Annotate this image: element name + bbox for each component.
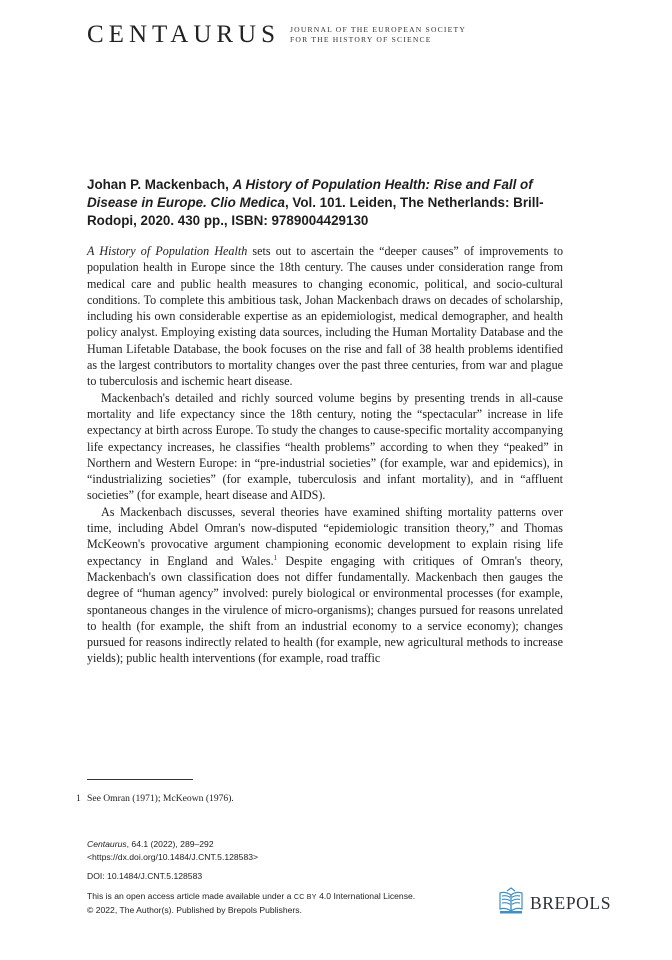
license-cc: CC BY: [293, 893, 317, 901]
footnote-divider: [87, 779, 193, 780]
footnote-number: 1: [76, 793, 81, 804]
journal-name: Centaurus: [87, 839, 127, 849]
review-book-details: , Vol. 101. Leiden, The Netherlands: Brill-Rodopi, 2020. 430 pp., ISBN: 9789004429130: [87, 195, 544, 228]
book-title-ref: A History of Population Health: [87, 244, 248, 258]
journal-subtitle: [290, 25, 466, 45]
article-metadata: [87, 838, 507, 917]
paragraph-3-text-b: Despite engaging with critiques of Omran's theory, Mackenbach's own classification does not differ fundamentally. Mackenbach then gauges the degree of “human agency” involved: purely biological or environmental processes (for example, spontaneous changes in the virulence of micro-organisms); changes pursued for reasons unrelated to health (for example, the shift from an industrial economy to a service economy); changes pursued for reasons indirectly related to health (for example, new agricultural methods to increase yields); public health interventions (for example, road traffic: [87, 553, 563, 666]
journal-masthead: [87, 22, 567, 50]
citation-details: , 64.1 (2022), 289–292: [126, 839, 214, 849]
paragraph-1: [87, 243, 563, 390]
paragraph-1-text: sets out to ascertain the “deeper causes” of improvements to population health in Europe since the 18th century. The causes under consideration range from medical care and public health measures to changing economic, political, and socio-cultural conditions. To complete this ambitious task, Johan Mackenbach draws on decades of scholarship, including his own considerable expertise as an epidemiologist, medical demographer, and health policy analyst. Employing existing data sources, including the Human Mortality Database and the Human Lifetable Database, the book focuses on the rise and fall of 38 health problems identified as the largest contributors to mortality changes over the past three centuries, from war and plague to tuberculosis and ischemic heart disease.: [87, 244, 563, 389]
journal-subtitle-line2: FOR THE HISTORY OF SCIENCE: [290, 35, 432, 44]
footnote-ref[interactable]: 1: [273, 553, 278, 562]
publisher-logo: [498, 886, 618, 920]
footnote: [76, 792, 234, 805]
journal-subtitle-line1: JOURNAL OF THE EUROPEAN SOCIETY: [290, 25, 467, 34]
review-body: [87, 243, 563, 667]
review-author: Johan P. Mackenbach,: [87, 177, 233, 192]
review-heading: [87, 176, 567, 230]
footnote-text: See Omran (1971); McKeown (1976).: [87, 793, 234, 804]
doi-line: DOI: 10.1484/J.CNT.5.128583: [87, 871, 203, 882]
license-text-a: This is an open access article made available under a: [87, 890, 294, 901]
paragraph-3: [87, 504, 563, 667]
publisher-name: BREPOLS: [530, 893, 612, 913]
paragraph-3-text-a: As Mackenbach discusses, several theories have examined shifting mortality patterns over time, including Abdel Omran's now-disputed “epidemiologic transition theory,” and Thomas McKeown's provocative argument championing economic development to explain rising life expectancy in England and Wales.: [87, 504, 563, 568]
license-text-b: 4.0 International License.: [316, 890, 416, 901]
doi-url-link[interactable]: <https://dx.doi.org/10.1484/J.CNT.5.128583>: [87, 851, 259, 862]
paragraph-2: Mackenbach's detailed and richly sourced volume begins by presenting trends in all-cause mortality and life expectancy since the 18th century, noting the “spectacular” increase in life expectancy at birth across Europe. To study the changes to cause-specific mortality accompanying life expectancy increases, he classifies “health problems” according to when they “peaked” in Northern and Western Europe: in “pre-industrial societies” (for example, war and epidemics), in “industrializing societies” (for example, tuberculosis and infant mortality), and in “affluent societies” (for example, heart disease and AIDS).: [87, 390, 563, 503]
citation-line: [87, 838, 507, 851]
brepols-book-logo-icon: [498, 887, 524, 915]
journal-logo: CENTAURUS: [87, 21, 281, 48]
license-line: [87, 890, 507, 905]
copyright-line: © 2022, The Author(s). Published by Brepols Publishers.: [87, 905, 302, 916]
review-book-title: A History of Population Health: Rise and Fall of Disease in Europe. Clio Medica: [87, 177, 533, 210]
